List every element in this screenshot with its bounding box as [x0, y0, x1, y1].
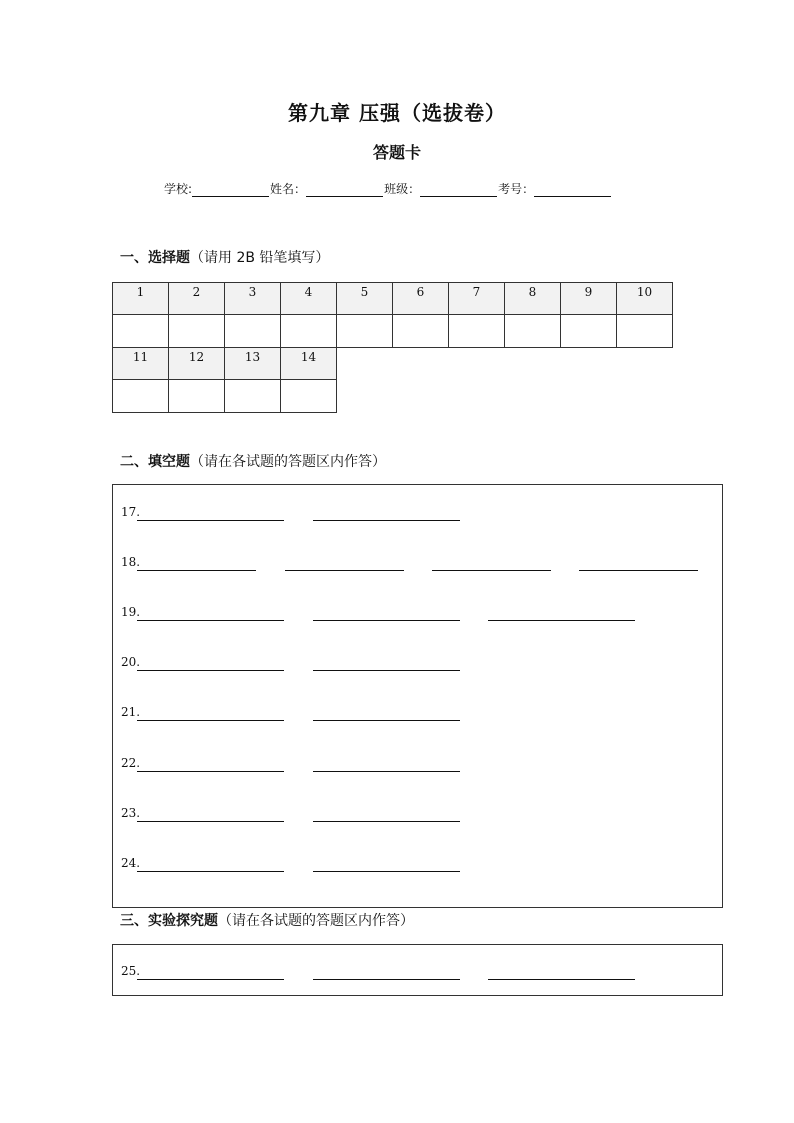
- section-fill-note: （请在各试题的答题区内作答）: [190, 454, 386, 470]
- answer-blank[interactable]: [432, 570, 551, 571]
- choice-number-cell: 10: [617, 283, 673, 315]
- answer-blank[interactable]: [285, 570, 404, 571]
- choice-number-cell: 4: [281, 283, 337, 315]
- choice-answer-cell[interactable]: [113, 380, 169, 413]
- section-fill-title: 二、填空题: [120, 454, 190, 470]
- choice-number-row-2: [113, 348, 673, 380]
- answer-blank[interactable]: [137, 871, 284, 872]
- choice-number-cell: 3: [225, 283, 281, 315]
- answer-blank[interactable]: [313, 871, 460, 872]
- question-number: 23.: [121, 806, 141, 820]
- grid-filler: [337, 348, 673, 380]
- fill-answer-area: [112, 484, 723, 908]
- choice-answer-cell[interactable]: [113, 315, 169, 348]
- grid-filler: [337, 380, 673, 413]
- choice-number-cell: 6: [393, 283, 449, 315]
- exam-number-label: 考号：: [498, 182, 535, 196]
- choice-answer-cell[interactable]: [225, 315, 281, 348]
- answer-blank[interactable]: [137, 821, 284, 822]
- section-experiment-title: 三、实验探究题: [120, 913, 218, 929]
- experiment-answer-area: [112, 944, 723, 996]
- choice-answer-cell[interactable]: [561, 315, 617, 348]
- section-choice-title: 一、选择题: [120, 250, 190, 266]
- answer-blank[interactable]: [137, 520, 284, 521]
- answer-blank[interactable]: [313, 670, 460, 671]
- choice-number-cell: 7: [449, 283, 505, 315]
- school-blank[interactable]: [192, 182, 269, 197]
- name-blank[interactable]: [306, 182, 383, 197]
- choice-number-cell: 13: [225, 348, 281, 380]
- choice-answer-cell[interactable]: [281, 315, 337, 348]
- section-fill-heading: [120, 451, 386, 471]
- answer-blank[interactable]: [488, 979, 635, 980]
- answer-blank[interactable]: [137, 771, 284, 772]
- choice-number-cell: 5: [337, 283, 393, 315]
- question-number: 21.: [121, 705, 141, 719]
- choice-answer-cell[interactable]: [169, 380, 225, 413]
- choice-number-cell: 8: [505, 283, 561, 315]
- answer-blank[interactable]: [137, 979, 284, 980]
- class-blank[interactable]: [420, 182, 497, 197]
- choice-answer-row-1: [113, 315, 673, 348]
- question-number: 20.: [121, 655, 141, 669]
- choice-answer-cell[interactable]: [617, 315, 673, 348]
- question-number: 22.: [121, 756, 141, 770]
- choice-number-cell: 12: [169, 348, 225, 380]
- answer-blank[interactable]: [488, 620, 635, 621]
- answer-blank[interactable]: [313, 620, 460, 621]
- choice-answer-cell[interactable]: [505, 315, 561, 348]
- section-choice-heading: [120, 247, 329, 267]
- choice-number-cell: 1: [113, 283, 169, 315]
- answer-blank[interactable]: [579, 570, 698, 571]
- question-number: 17.: [121, 505, 141, 519]
- choice-number-cell: 11: [113, 348, 169, 380]
- class-label: 班级：: [384, 182, 421, 196]
- choice-answer-row-2: [113, 380, 673, 413]
- student-info-row: [164, 180, 612, 197]
- answer-blank[interactable]: [313, 720, 460, 721]
- name-label: 姓名：: [270, 182, 307, 196]
- answer-blank[interactable]: [313, 821, 460, 822]
- school-label: 学校:: [164, 182, 193, 196]
- question-number: 24.: [121, 856, 141, 870]
- answer-blank[interactable]: [137, 620, 284, 621]
- answer-blank[interactable]: [313, 771, 460, 772]
- answer-blank[interactable]: [137, 670, 284, 671]
- page-subtitle: 答题卡: [372, 143, 421, 162]
- page-title: 第九章 压强（选拔卷）: [288, 101, 506, 125]
- choice-answer-cell[interactable]: [281, 380, 337, 413]
- exam-number-blank[interactable]: [534, 182, 611, 197]
- answer-blank[interactable]: [313, 520, 460, 521]
- choice-answer-cell[interactable]: [393, 315, 449, 348]
- section-choice-note: （请用 2B 铅笔填写）: [190, 250, 330, 266]
- answer-blank[interactable]: [137, 570, 256, 571]
- answer-blank[interactable]: [313, 979, 460, 980]
- choice-answer-cell[interactable]: [169, 315, 225, 348]
- choice-number-cell: 14: [281, 348, 337, 380]
- choice-answer-cell[interactable]: [337, 315, 393, 348]
- choice-answer-cell[interactable]: [225, 380, 281, 413]
- choice-answer-grid: [112, 282, 673, 413]
- choice-number-cell: 9: [561, 283, 617, 315]
- choice-number-cell: 2: [169, 283, 225, 315]
- question-number: 19.: [121, 605, 141, 619]
- section-experiment-heading: [120, 910, 414, 930]
- question-number: 25.: [121, 964, 141, 978]
- question-number: 18.: [121, 555, 141, 569]
- choice-answer-cell[interactable]: [449, 315, 505, 348]
- section-experiment-note: （请在各试题的答题区内作答）: [218, 913, 414, 929]
- choice-number-row-1: [113, 283, 673, 315]
- answer-blank[interactable]: [137, 720, 284, 721]
